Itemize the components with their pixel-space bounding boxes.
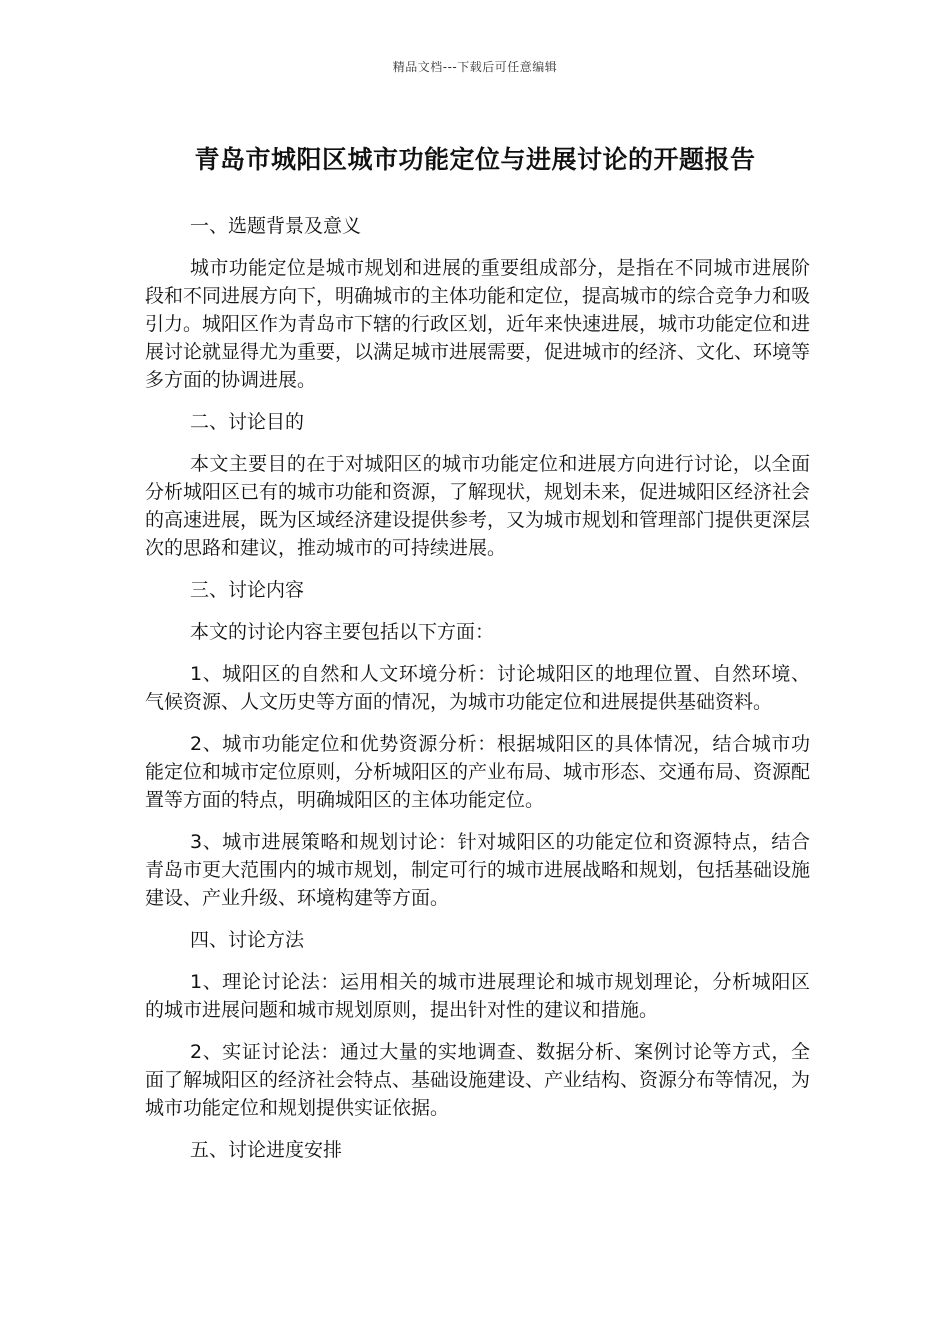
paragraph-method-1: 1、理论讨论法：运用相关的城市进展理论和城市规划理论，分析城阳区的城市进展问题和城市规划原则，提出针对性的建议和措施。 — [145, 971, 810, 1021]
paragraph-method-2: 2、实证讨论法：通过大量的实地调查、数据分析、案例讨论等方式，全面了解城阳区的经济社会特点、基础设施建设、产业结构、资源分布等情况，为城市功能定位和规划提供实证依据。 — [145, 1041, 811, 1119]
paragraph-content-item-2: 2、城市功能定位和优势资源分析：根据城阳区的具体情况，结合城市功能定位和城市定位原则，分析城阳区的产业布局、城市形态、交通布局、资源配置等方面的特点，明确城阳区的主体功能定位。 — [145, 733, 811, 811]
section-heading-content: 三、讨论内容 — [190, 579, 305, 601]
document-title: 青岛市城阳区城市功能定位与进展讨论的开题报告 — [194, 145, 756, 174]
section-heading-background: 一、选题背景及意义 — [190, 215, 362, 237]
paragraph-purpose: 本文主要目的在于对城阳区的城市功能定位和进展方向进行讨论，以全面分析城阳区已有的城市功能和资源，了解现状，规划未来，促进城阳区经济社会的高速进展，既为区域经济建设提供参考，又为城市规划和管理部门提供更深层次的思路和建议，推动城市的可持续进展。 — [145, 453, 811, 559]
header-note: 精品文档---下载后可任意编辑 — [392, 60, 558, 74]
paragraph-background: 城市功能定位是城市规划和进展的重要组成部分，是指在不同城市进展阶段和不同进展方向下，明确城市的主体功能和定位，提高城市的综合竞争力和吸引力。城阳区作为青岛市下辖的行政区划，近年来快速进展，城市功能定位和进展讨论就显得尤为重要，以满足城市进展需要，促进城市的经济、文化、环境等多方面的协调进展。 — [145, 257, 811, 391]
document-body — [145, 212, 810, 1178]
paragraph-content-item-3: 3、城市进展策略和规划讨论：针对城阳区的功能定位和资源特点，结合青岛市更大范围内的城市规划，制定可行的城市进展战略和规划，包括基础设施建设、产业升级、环境构建等方面。 — [145, 831, 811, 909]
section-heading-schedule: 五、讨论进度安排 — [190, 1139, 343, 1161]
section-heading-purpose: 二、讨论目的 — [190, 411, 305, 433]
paragraph-content-intro: 本文的讨论内容主要包括以下方面： — [190, 621, 495, 643]
section-heading-methods: 四、讨论方法 — [190, 929, 305, 951]
paragraph-content-item-1: 1、城阳区的自然和人文环境分析：讨论城阳区的地理位置、自然环境、气候资源、人文历史等方面的情况，为城市功能定位和进展提供基础资料。 — [145, 663, 810, 713]
